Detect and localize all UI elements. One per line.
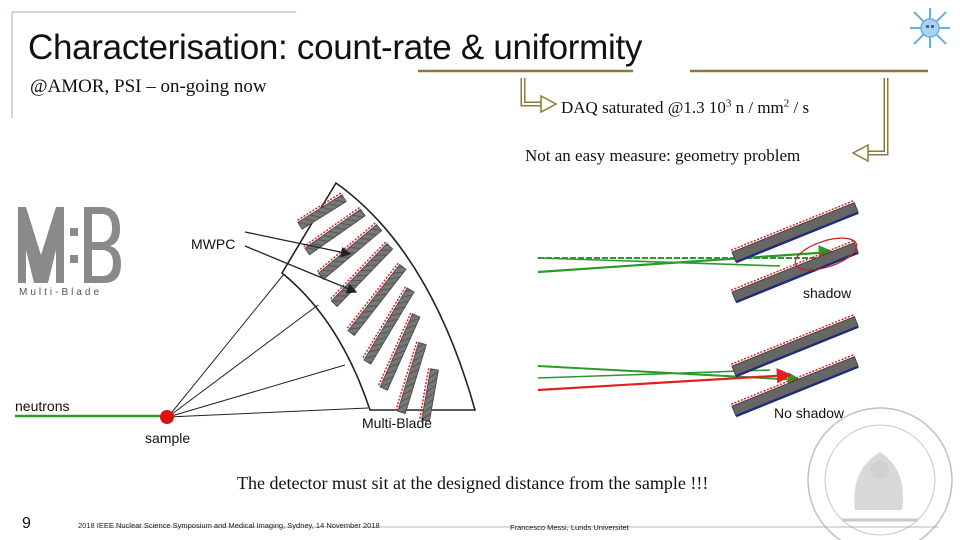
daq-exponent: 3: [725, 97, 732, 110]
label-multi-blade: Multi-Blade: [362, 415, 433, 431]
label-sample: sample: [145, 430, 191, 446]
label-no-shadow: No shadow: [774, 405, 845, 421]
multiblade-cassettes: [297, 193, 439, 421]
daq-saturation-note: [561, 98, 809, 118]
daq-exponent-2: 2: [783, 97, 790, 110]
conclusion-text: The detector must sit at the designed distance from the sample !!!: [237, 473, 709, 493]
logo-caption: Multi-Blade: [19, 287, 103, 298]
slide-subtitle: @AMOR, PSI – on-going now: [30, 76, 267, 97]
slide-title: Characterisation: count-rate & uniformity: [28, 28, 643, 67]
daq-text-mid: n / mm: [731, 98, 784, 117]
label-shadow: shadow: [803, 285, 852, 301]
footer-author: Francesco Messi, Lunds Universitet: [510, 523, 629, 532]
bent-arrow-daq: [523, 78, 556, 112]
footer-conference: 2018 IEEE Nuclear Science Symposium and Medical Imaging, Sydney, 14 November 2018: [78, 521, 380, 530]
label-neutrons: neutrons: [15, 398, 70, 414]
no-shadow-diagram: [538, 315, 858, 417]
page-number: 9: [22, 515, 31, 532]
university-seal-icon: [808, 408, 952, 540]
multiblade-logo-icon: [18, 207, 121, 283]
label-mwpc: MWPC: [191, 236, 236, 252]
geometry-note: Not an easy measure: geometry problem: [525, 146, 801, 165]
snowflake-atom-icon: [910, 8, 950, 48]
daq-text-pre: DAQ saturated @1.3 10: [561, 98, 726, 117]
bent-arrow-geometry: [853, 78, 886, 161]
daq-text-post: / s: [789, 98, 810, 117]
